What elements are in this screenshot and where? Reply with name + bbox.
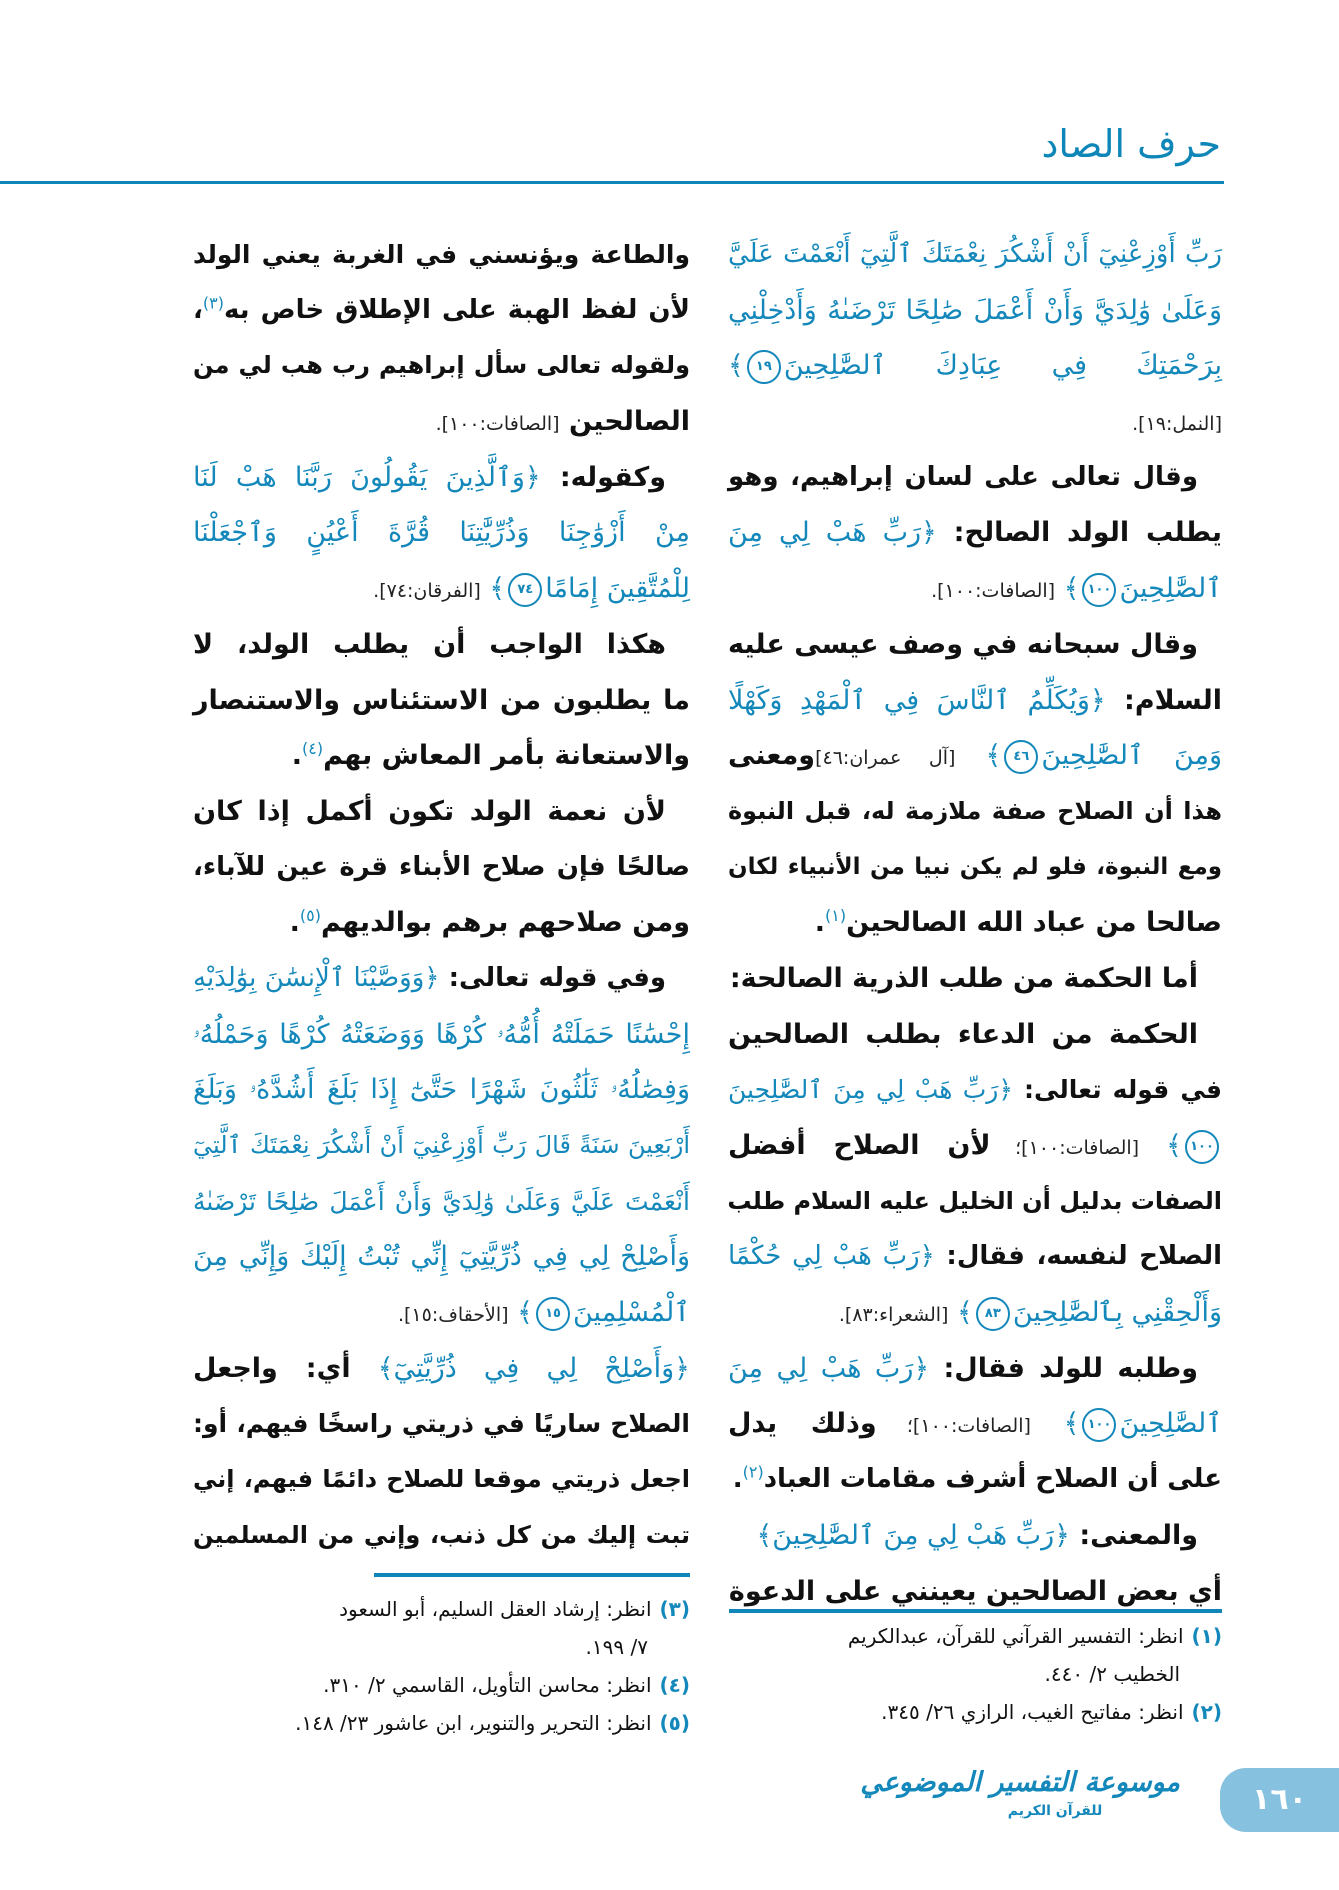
text-line	[193, 450, 690, 506]
quran-text: أَرْبَعِينَ سَنَةً قَالَ رَبِّ أَوْزِعْنِيٓ أَنْ أَشْكُرَ نِعْمَتَكَ ٱلَّتِيٓ	[193, 1131, 690, 1159]
text-line	[193, 227, 690, 283]
body-text: لأن الصلاح أفضل	[728, 1130, 991, 1161]
quran-text: ﴿وَأَصْلِحْ لِي فِي ذُرِّيَّتِيٓ﴾	[350, 1352, 690, 1384]
footnote-line	[193, 1704, 690, 1742]
quran-text: ﴾	[508, 1297, 533, 1329]
footnote-line	[728, 1655, 1222, 1693]
body-text: .	[732, 1464, 743, 1495]
logo-subtitle: للقرآن الكريم	[1007, 1803, 1103, 1819]
quran-text: ﴿وَيُكَلِّمُ ٱلنَّاسَ فِي ٱلْمَهْدِ وَكَهْلًا	[728, 684, 1106, 716]
body-text: والاستعانة بأمر المعاش بهم	[323, 740, 690, 772]
text-line	[193, 951, 690, 1007]
quran-text: ﴾	[480, 573, 506, 605]
text-line	[728, 1285, 1222, 1341]
text-line	[193, 1118, 690, 1174]
body-text: لأن لفظ الهبة على الإطلاق خاص به	[223, 294, 690, 325]
text-line	[728, 1229, 1222, 1285]
verse-number-marker: ١٩	[747, 350, 781, 384]
verse-number-marker: ٨٣	[976, 1297, 1010, 1331]
verse-reference: [الصافات:١٠٠].	[435, 413, 560, 436]
text-line	[193, 673, 690, 729]
body-text: أما الحكمة من طلب الذرية الصالحة:	[729, 962, 1198, 994]
text-line	[728, 505, 1222, 561]
footnote-text: ٧/ ١٩٩.	[585, 1635, 648, 1659]
quran-text: ٱلصَّٰلِحِينَ	[1119, 573, 1222, 605]
text-line	[193, 1508, 690, 1564]
footnote-number: (٣)	[659, 1597, 690, 1621]
text-line	[193, 1452, 690, 1508]
text-line	[193, 338, 690, 394]
text-line	[728, 951, 1222, 1007]
text-line	[728, 338, 1222, 394]
body-text: الصلاح ساريًا في ذريتي راسخًا فيهم، أو:	[193, 1409, 690, 1439]
logo-title: موسوعة التفسير الموضوعي	[860, 1767, 1180, 1798]
body-text: ومع النبوة، فلو لم يكن نبيا من الأنبياء لكان	[728, 853, 1222, 880]
text-line	[728, 1174, 1222, 1230]
footnote-line	[728, 1617, 1222, 1655]
quran-text: ﴿رَبِّ هَبْ لِي مِنَ ٱلصَّٰلِحِينَ	[728, 1075, 1013, 1105]
text-line	[728, 1564, 1222, 1620]
quran-text: مِنْ أَزْوَٰجِنَا وَذُرِّيَّٰتِنَا قُرَّةَ أَعْيُنٍ وَٱجْعَلْنَا	[193, 517, 690, 549]
footnote-number: (٥)	[659, 1711, 690, 1735]
right-text-column	[728, 227, 1222, 1619]
text-line	[728, 1341, 1222, 1397]
text-line	[193, 784, 690, 840]
body-text: ،	[193, 294, 203, 325]
quran-text: وَمِنَ ٱلصَّٰلِحِينَ	[1041, 740, 1222, 772]
verse-number-marker: ١٠٠	[1082, 1408, 1116, 1442]
left-text-column	[193, 227, 690, 1564]
footnote-separator	[374, 1573, 690, 1577]
text-line	[728, 283, 1222, 339]
quran-text: ﴿وَوَصَّيْنَا ٱلْإِنسَٰنَ بِوَٰلِدَيْهِ	[193, 962, 440, 993]
text-line	[728, 450, 1222, 506]
text-line	[728, 1118, 1222, 1174]
quran-text: وَأَصْلِحْ لِي فِي ذُرِّيَّتِيٓ إِنِّي تُبْتُ إِلَيْكَ وَإِنِّي مِنَ	[193, 1241, 690, 1273]
text-line	[728, 1396, 1222, 1452]
quran-text: ﴾	[728, 350, 744, 382]
text-line	[193, 1062, 690, 1118]
body-text: اجعل ذريتي موقعا للصلاح دائمًا فيهم، إني	[193, 1465, 690, 1494]
text-line	[728, 840, 1222, 896]
quran-text: ﴾	[1139, 1130, 1183, 1161]
quran-text: ﴿رَبِّ هَبْ لِي مِنَ	[728, 517, 937, 549]
quran-text: ﴿رَبِّ هَبْ لِي حُكْمًا	[728, 1241, 935, 1272]
text-line	[728, 1062, 1222, 1118]
text-line	[193, 1229, 690, 1285]
body-text: .	[289, 907, 300, 939]
quran-text: وَفِصَٰلُهُۥ ثَلَٰثُونَ شَهْرًا حَتَّىٰٓ إِذَا بَلَغَ أَشُدَّهُۥ وَبَلَغَ	[193, 1074, 690, 1106]
footnote-line	[193, 1628, 690, 1666]
verse-number-marker: ٤٦	[1004, 740, 1038, 774]
footnote-ref[interactable]: (٣)	[202, 293, 224, 313]
text-line	[193, 1007, 690, 1063]
body-text: في قوله تعالى:	[1013, 1075, 1222, 1105]
quran-text: ٱلصَّٰلِحِينَ	[1119, 1408, 1223, 1440]
footnote-text: انظر: إرشاد العقل السليم، أبو السعود	[339, 1597, 652, 1621]
verse-reference: [الصافات:١٠٠].	[931, 580, 1056, 603]
quran-text: إِحْسَٰنًا حَمَلَتْهُ أُمُّهُۥ كُرْهًا وَوَضَعَتْهُ كُرْهًا وَحَمْلُهُۥ	[193, 1018, 690, 1050]
body-text: وذلك يدل	[728, 1408, 877, 1440]
verse-reference: [الصافات:١٠٠]؛	[876, 1415, 1031, 1438]
body-text: وقال سبحانه في وصف عيسى عليه	[728, 628, 1198, 660]
body-text: يطلب الولد الصالح:	[936, 517, 1222, 549]
text-line	[193, 283, 690, 339]
body-text: .	[291, 740, 303, 772]
footnote-ref[interactable]: (١)	[825, 906, 847, 926]
body-text: ومعنى	[728, 740, 816, 772]
body-text: وكقوله:	[540, 461, 666, 493]
body-text: السلام:	[1105, 684, 1222, 716]
text-line	[193, 895, 690, 951]
quran-text: ﴾	[1030, 1408, 1080, 1440]
text-line	[728, 673, 1222, 729]
verse-reference: [الأحقاف:١٥].	[397, 1304, 509, 1327]
text-line	[728, 1508, 1222, 1564]
footnote-line	[193, 1666, 690, 1704]
body-text: على أن الصلاح أشرف مقامات العباد	[763, 1464, 1222, 1495]
text-line	[193, 1396, 690, 1452]
footnote-line	[193, 1590, 690, 1628]
footnote-number: (١)	[1191, 1624, 1222, 1648]
quran-text: بِرَحْمَتِكَ فِي عِبَادِكَ ٱلصَّٰلِحِينَ	[783, 350, 1222, 382]
footnote-number: (٤)	[659, 1673, 690, 1697]
quran-text: رَبِّ أَوْزِعْنِيٓ أَنْ أَشْكُرَ نِعْمَتَكَ ٱلَّتِيٓ أَنْعَمْتَ عَلَيَّ	[728, 239, 1222, 269]
body-text: وطلبه للولد فقال:	[929, 1352, 1198, 1384]
body-text: والمعنى:	[1069, 1519, 1198, 1551]
footnotes-left	[193, 1590, 690, 1742]
quran-text: ﴿رَبِّ هَبْ لِي مِنَ ٱلصَّٰلِحِينَ﴾	[756, 1519, 1070, 1551]
body-text: وفي قوله تعالى:	[439, 962, 667, 993]
body-text: أي: واجعل	[193, 1352, 351, 1384]
text-line	[193, 1174, 690, 1230]
footnote-text: انظر: محاسن التأويل، القاسمي ٢/ ٣١٠.	[323, 1673, 652, 1697]
verse-number-marker: ٧٤	[508, 573, 542, 607]
footnotes-right	[728, 1617, 1222, 1731]
text-line	[728, 394, 1222, 450]
text-line	[728, 227, 1222, 283]
text-line	[193, 617, 690, 673]
body-text: وقال تعالى على لسان إبراهيم، وهو	[728, 461, 1198, 492]
text-line	[728, 784, 1222, 840]
body-text: تبت إليك من كل ذنب، وإني من المسلمين	[193, 1520, 690, 1549]
verse-number-marker: ١٠٠	[1185, 1130, 1219, 1164]
quran-text: لِلْمُتَّقِينَ إِمَامًا	[545, 573, 690, 605]
verse-reference: [الصافات:١٠٠]؛	[990, 1137, 1140, 1159]
underlined-text: أي بعض الصالحين يعينني على الدعوة	[729, 1576, 1222, 1613]
quran-text: وَأَلْحِقْنِي بِٱلصَّٰلِحِينَ	[1012, 1297, 1222, 1329]
body-text: لأن نعمة الولد تكون أكمل إذا كان	[193, 795, 666, 827]
text-line	[728, 1452, 1222, 1508]
verse-reference: [النمل:١٩].	[1132, 413, 1222, 436]
body-text: ومن صلاحهم برهم بوالديهم	[320, 907, 690, 939]
header-divider	[0, 181, 1224, 184]
text-line	[193, 1285, 690, 1341]
body-text: ما يطلبون من الاستئناس والاستنصار	[193, 684, 690, 716]
chapter-title: حرف الصاد	[1041, 122, 1221, 166]
page-number: ١٦٠	[1220, 1768, 1339, 1832]
text-line	[193, 728, 690, 784]
body-text: الصفات بدليل أن الخليل عليه السلام طلب	[727, 1186, 1222, 1215]
quran-text: ﴿وَٱلَّذِينَ يَقُولُونَ رَبَّنَا هَبْ لَنَا	[193, 461, 541, 493]
body-text: هكذا الواجب أن يطلب الولد، لا	[193, 628, 666, 660]
text-line	[728, 895, 1222, 951]
quran-text: ﴾	[955, 740, 1002, 772]
footnote-number: (٢)	[1191, 1700, 1222, 1724]
verse-reference: [الشعراء:٨٣].	[838, 1304, 949, 1327]
text-line	[728, 728, 1222, 784]
footnote-text: انظر: التفسير القرآني للقرآن، عبدالكريم	[847, 1624, 1184, 1648]
quran-text: ﴾	[1055, 573, 1080, 605]
body-text: هذا أن الصلاح صفة ملازمة له، قبل النبوة	[728, 796, 1222, 825]
footnote-ref[interactable]: (٢)	[742, 1462, 764, 1482]
footnote-ref[interactable]: (٥)	[299, 906, 321, 926]
verse-reference: [الفرقان:٧٤].	[373, 580, 481, 603]
text-line	[728, 561, 1222, 617]
footnote-text: انظر: التحرير والتنوير، ابن عاشور ٢٣/ ١٤٨.	[295, 1711, 652, 1735]
text-line	[728, 617, 1222, 673]
footnote-ref[interactable]: (٤)	[302, 739, 324, 759]
text-line	[193, 394, 690, 450]
text-line	[193, 561, 690, 617]
verse-number-marker: ١٠٠	[1082, 573, 1116, 607]
verse-number-marker: ١٥	[536, 1297, 570, 1331]
verse-reference: [آل عمران:٤٦]	[815, 747, 956, 770]
quran-text: ﴿رَبِّ هَبْ لِي مِنَ	[728, 1352, 930, 1384]
text-line	[193, 1341, 690, 1397]
footnote-text: الخطيب ٢/ ٤٤٠.	[1044, 1662, 1180, 1686]
body-text: الصالحين	[559, 406, 690, 438]
body-text: .	[814, 907, 826, 939]
body-text: الصلاح لنفسه، فقال:	[934, 1241, 1223, 1272]
body-text: والطاعة ويؤنسني في الغربة يعني الولد	[193, 240, 690, 269]
footnote-text: انظر: مفاتيح الغيب، الرازي ٢٦/ ٣٤٥.	[881, 1700, 1184, 1724]
body-text: صالحًا فإن صلاح الأبناء قرة عين للآباء،	[193, 851, 690, 882]
quran-text: ﴾	[948, 1297, 973, 1329]
footnote-line	[728, 1693, 1222, 1731]
text-line	[193, 505, 690, 561]
text-line	[193, 840, 690, 896]
body-text: صالحا من عباد الله الصالحين	[846, 907, 1222, 939]
body-text: الحكمة من الدعاء بطلب الصالحين	[728, 1018, 1198, 1050]
quran-text: وَعَلَىٰ وَٰلِدَيَّ وَأَنْ أَعْمَلَ صَٰلِحًا تَرْضَىٰهُ وَأَدْخِلْنِي	[728, 294, 1222, 326]
body-text: ولقوله تعالى سأل إبراهيم رب هب لي من	[193, 351, 690, 380]
quran-text: أَنْعَمْتَ عَلَيَّ وَعَلَىٰ وَٰلِدَيَّ وَأَنْ أَعْمَلَ صَٰلِحًا تَرْضَىٰهُ	[193, 1186, 690, 1216]
quran-text: ٱلْمُسْلِمِينَ	[573, 1297, 690, 1329]
encyclopedia-logo	[860, 1765, 1180, 1821]
text-line	[728, 1007, 1222, 1063]
